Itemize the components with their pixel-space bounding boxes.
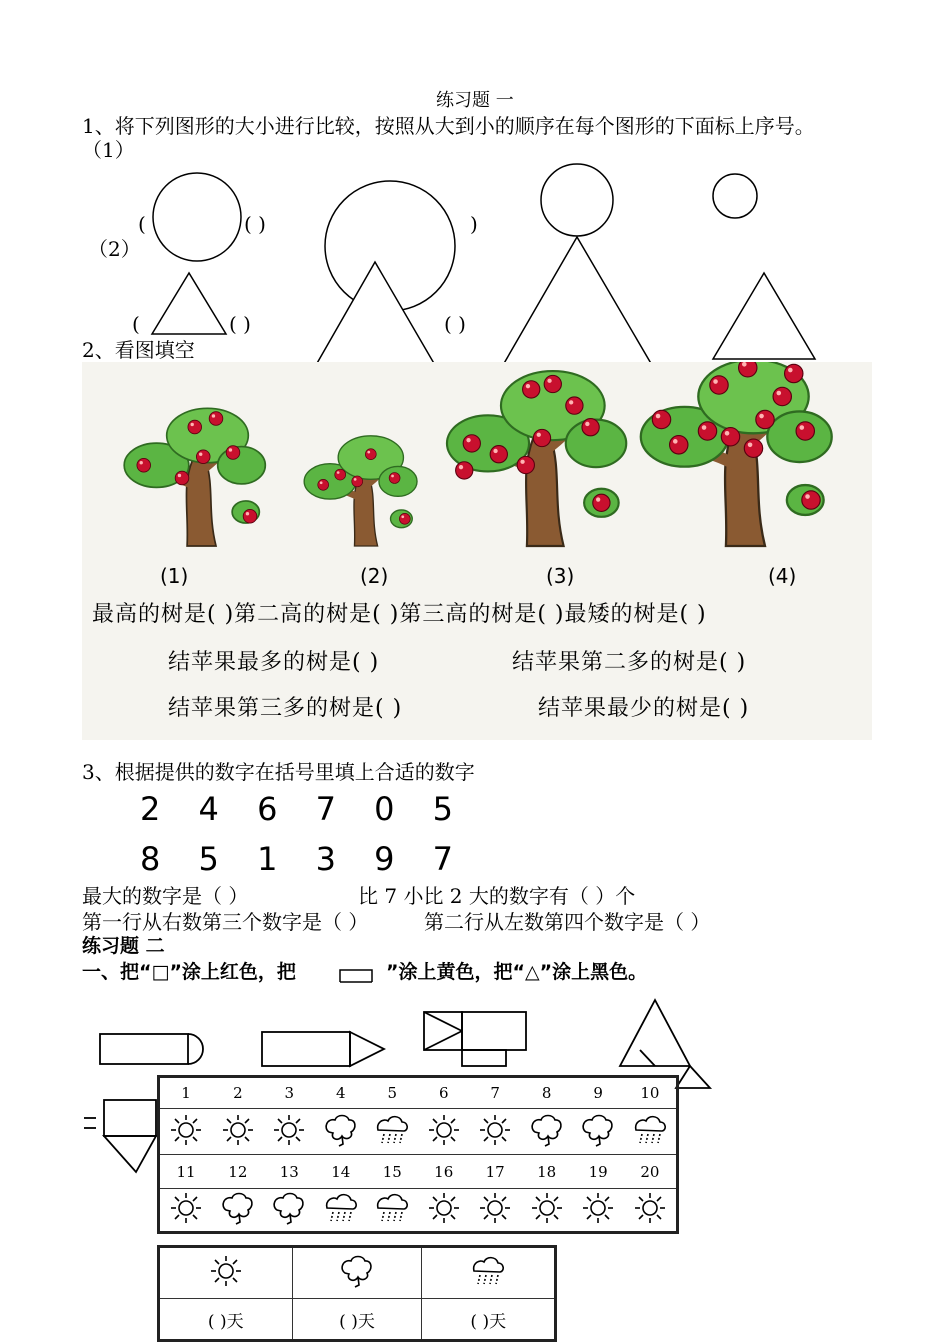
day-number: 3 [264, 1077, 315, 1109]
question-2-line: 最高的树是( )第二高的树是( )第三高的树是( )最矮的树是( ) [92, 602, 707, 627]
day-number: 1 [159, 1077, 213, 1109]
cloud-icon [292, 1247, 422, 1299]
triangle-shape [676, 1066, 710, 1088]
rectangle-shape [262, 1032, 350, 1066]
answer-blank[interactable]: ( [132, 312, 140, 336]
triangle-shape [104, 1136, 156, 1172]
day-number: 17 [469, 1155, 520, 1189]
triangle-shape [620, 1000, 690, 1066]
tree-label: (2) [360, 564, 389, 588]
weather-summary-table [157, 1245, 557, 1342]
shapes-figure [0, 0, 950, 380]
days-count-blank[interactable]: ( )天 [422, 1299, 556, 1341]
question-1-sub2: （2） [88, 237, 141, 261]
question-2-line: 结苹果第三多的树是( ) [168, 696, 403, 721]
day-number: 7 [469, 1077, 520, 1109]
page-title-2: 练习题 二 [82, 935, 165, 957]
number-row-1: 2 4 6 7 0 5 [140, 790, 468, 828]
page-title-1: 练习题 一 [436, 90, 514, 111]
answer-blank[interactable]: ) [470, 212, 478, 236]
tree-1 [124, 408, 265, 546]
sun-icon [469, 1109, 520, 1155]
question-2-line: 结苹果第二多的树是( ) [512, 650, 747, 675]
tree-label: (3) [546, 564, 575, 588]
question-3-line: 比 7 小比 2 大的数字有（ ）个 [358, 884, 636, 908]
cloud-icon [521, 1109, 572, 1155]
triangle-shape [713, 273, 815, 359]
sun-icon [159, 1109, 213, 1155]
sun-icon [624, 1189, 678, 1233]
tree-label: (1) [160, 564, 189, 588]
circle-shape [713, 174, 757, 218]
question-2-text: 2、看图填空 [82, 338, 195, 362]
rectangle-shape [462, 1050, 506, 1066]
circle-shape [541, 164, 613, 236]
rain-icon [624, 1109, 678, 1155]
cloud-icon [572, 1109, 623, 1155]
cloud-icon [212, 1189, 263, 1233]
day-number: 13 [264, 1155, 315, 1189]
answer-blank[interactable]: ( ) [244, 212, 266, 236]
question-3-text: 3、根据提供的数字在括号里填上合适的数字 [82, 760, 475, 784]
day-number: 10 [624, 1077, 678, 1109]
day-number: 5 [367, 1077, 418, 1109]
number-row-2: 8 5 1 3 9 7 [140, 840, 468, 878]
sun-icon [418, 1189, 469, 1233]
sun-icon [212, 1109, 263, 1155]
rain-icon [422, 1247, 556, 1299]
day-number: 9 [572, 1077, 623, 1109]
triangle-shape [152, 273, 226, 334]
days-count-blank[interactable]: ( )天 [292, 1299, 422, 1341]
answer-blank[interactable]: ( [138, 212, 146, 236]
question-1-text: 1、将下列图形的大小进行比较，按照从大到小的顺序在每个图形的下面标上序号。 [82, 114, 815, 138]
sun-icon [521, 1189, 572, 1233]
sun-icon [418, 1109, 469, 1155]
part-1-text-a: 一、把“□”涂上红色，把 [82, 961, 296, 983]
day-number: 20 [624, 1155, 678, 1189]
rain-icon [367, 1109, 418, 1155]
question-2-line: 结苹果最多的树是( ) [168, 650, 380, 675]
day-number: 14 [315, 1155, 366, 1189]
circle-shape [153, 173, 241, 261]
answer-blank[interactable]: ( ) [229, 312, 251, 336]
day-number: 16 [418, 1155, 469, 1189]
day-number: 6 [418, 1077, 469, 1109]
question-3-line: 第一行从右数第三个数字是（ ） [82, 910, 369, 934]
triangle-shape [350, 1032, 384, 1066]
day-number: 15 [367, 1155, 418, 1189]
day-number: 18 [521, 1155, 572, 1189]
rectangle-shape [100, 1034, 188, 1064]
day-number: 12 [212, 1155, 263, 1189]
day-number: 2 [212, 1077, 263, 1109]
rectangle-shape [104, 1100, 156, 1136]
tree-4 [641, 362, 832, 546]
tree-label: (4) [768, 564, 797, 588]
rectangle-shape [462, 1012, 526, 1050]
question-3-line: 最大的数字是（ ） [82, 884, 249, 908]
tree-2 [304, 436, 417, 546]
weather-calendar [157, 1075, 679, 1234]
day-number: 11 [159, 1155, 213, 1189]
question-3-line: 第二行从左数第四个数字是（ ） [424, 910, 711, 934]
answer-blank[interactable]: ( ) [444, 312, 466, 336]
day-number: 19 [572, 1155, 623, 1189]
triangle-shape [499, 237, 656, 372]
days-count-blank[interactable]: ( )天 [159, 1299, 293, 1341]
sun-icon [572, 1189, 623, 1233]
day-number: 8 [521, 1077, 572, 1109]
sun-icon [159, 1247, 293, 1299]
part-1-text-b: ”涂上黄色，把“△”涂上黑色。 [386, 961, 648, 983]
sun-icon [469, 1189, 520, 1233]
day-number: 4 [315, 1077, 366, 1109]
question-2-line: 结苹果最少的树是( ) [538, 696, 750, 721]
cloud-icon [315, 1109, 366, 1155]
cloud-icon [264, 1189, 315, 1233]
rain-icon [367, 1189, 418, 1233]
square-shape [424, 1012, 462, 1050]
rectangle-symbol [338, 964, 374, 984]
apple-trees-illustration [82, 362, 872, 562]
tree-3 [447, 371, 626, 546]
sun-icon [264, 1109, 315, 1155]
sun-icon [159, 1189, 213, 1233]
rain-icon [315, 1189, 366, 1233]
question-1-sub1: （1） [82, 138, 135, 162]
semicircle-shape [188, 1034, 203, 1064]
